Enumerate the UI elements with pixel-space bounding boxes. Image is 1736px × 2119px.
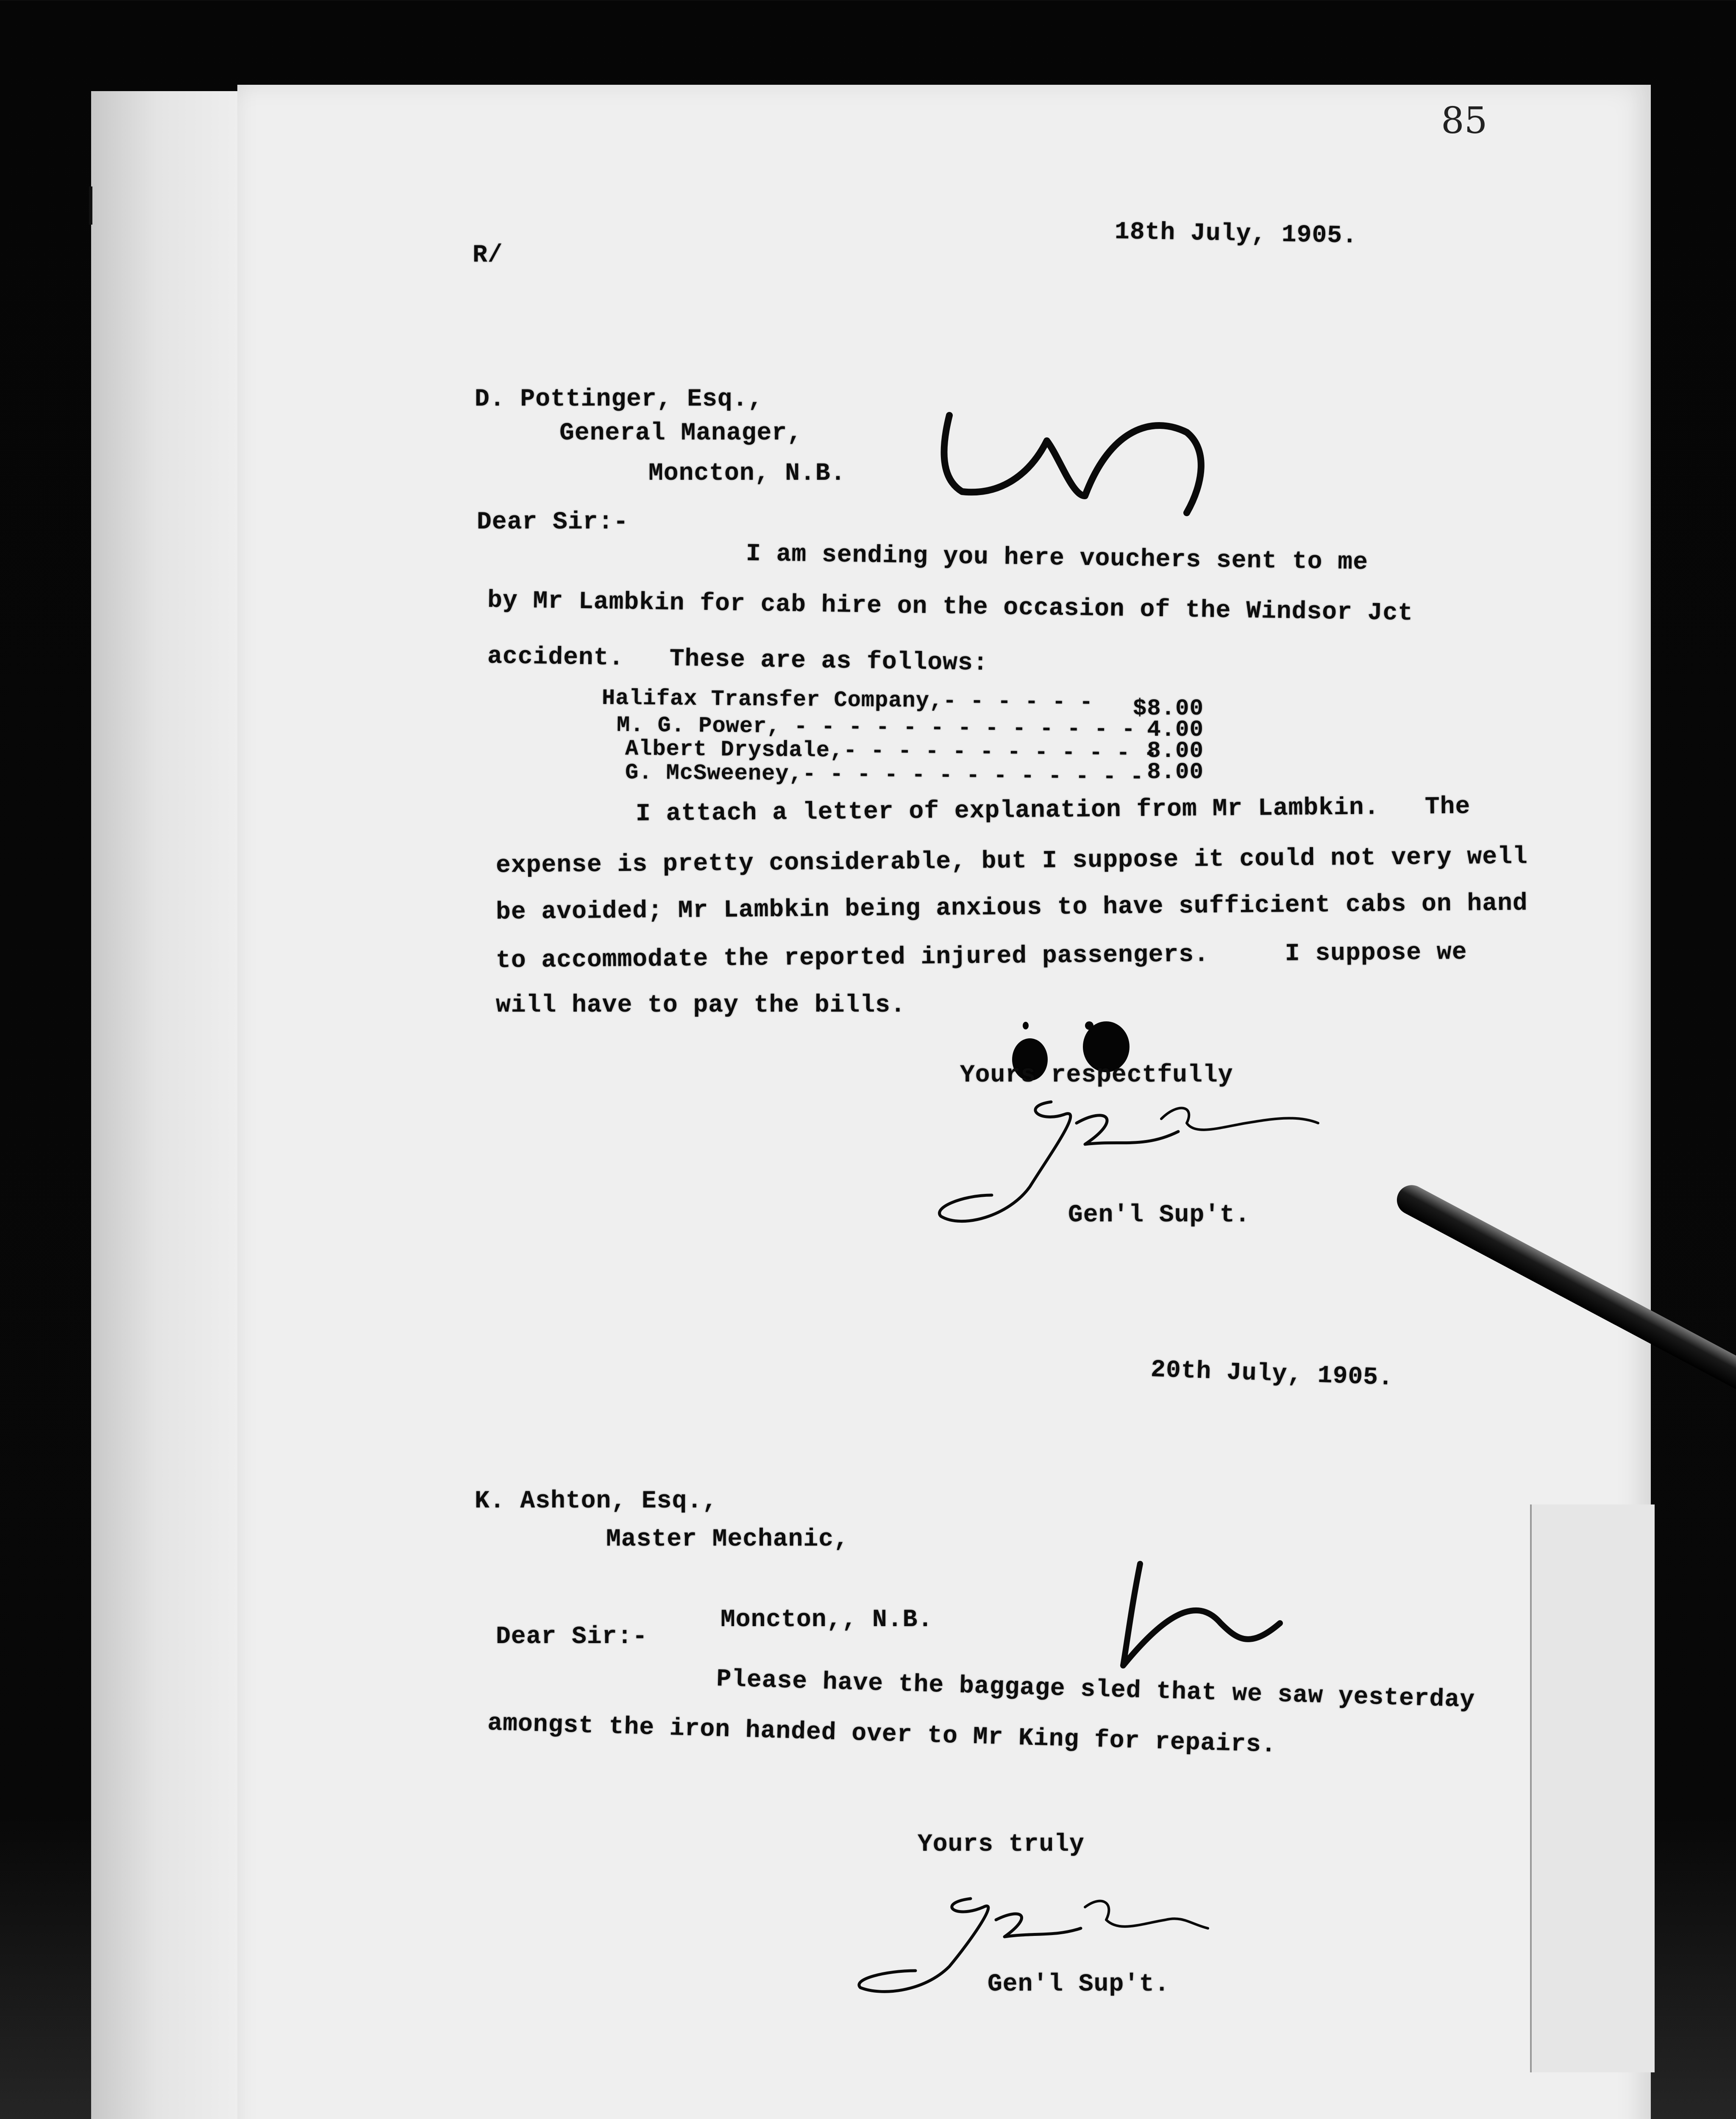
voucher-payee-3: Albert Drysdale,- - - - - - - - - - - - xyxy=(625,736,1158,766)
letter2-body-line-2: amongst the iron handed over to Mr King for repairs. xyxy=(487,1710,1277,1759)
letter1-recipient-name: D. Pottinger, Esq., xyxy=(475,386,763,413)
previous-page-edge xyxy=(91,91,256,2119)
letter2-complimentary-close: Yours truly xyxy=(918,1831,1085,1858)
letter2-recipient-name: K. Ashton, Esq., xyxy=(475,1488,718,1515)
voucher-amount-2: 4.00 xyxy=(1147,717,1204,743)
page-fold-strip xyxy=(1530,1504,1655,2072)
letter1-body-line-2: by Mr Lambkin for cab hire on the occasion of the Windsor Jct xyxy=(487,587,1413,628)
voucher-payee-2: M. G. Power, - - - - - - - - - - - - - xyxy=(616,712,1136,742)
letter1-date: 18th July, 1905. xyxy=(1114,218,1358,250)
letter1-recipient-title: General Manager, xyxy=(559,420,802,447)
letter2-salutation: Dear Sir:- xyxy=(496,1623,648,1651)
voucher-amount-3: 8.00 xyxy=(1147,738,1204,764)
letter1-signature-title: Gen'l Sup't. xyxy=(1068,1201,1250,1229)
voucher-amount-4: 8.00 xyxy=(1147,759,1204,785)
letter1-closing-line-3: be avoided; Mr Lambkin being anxious to have sufficient cabs on hand xyxy=(495,890,1528,926)
letter2-recipient-place: Moncton,, N.B. xyxy=(721,1606,933,1634)
check-mark-2 xyxy=(1110,1555,1314,1682)
letter1-body-line-1: I am sending you here vouchers sent to me xyxy=(746,540,1369,577)
letter1-closing-line-4: to accommodate the reported injured passengers. I suppose we xyxy=(495,939,1467,975)
letter2-body-line-1: Please have the baggage sled that we saw yesterday xyxy=(716,1666,1475,1714)
letter1-mark: R/ xyxy=(473,242,503,269)
page-number: 85 xyxy=(1441,100,1488,142)
letter2-date: 20th July, 1905. xyxy=(1150,1356,1394,1392)
voucher-payee-4: G. McSweeney,- - - - - - - - - - - - - xyxy=(625,760,1144,790)
letter1-closing-line-5: will have to pay the bills. xyxy=(496,992,906,1019)
page-edge-mark xyxy=(89,186,92,225)
letter2-signature-title: Gen'l Sup't. xyxy=(988,1971,1170,1998)
letter1-recipient-place: Moncton, N.B. xyxy=(648,460,846,487)
letter1-complimentary-close: Yours respectfully xyxy=(960,1062,1233,1089)
letter1-closing-line-1: I attach a letter of explanation from Mr Lambkin. The xyxy=(635,793,1471,828)
letter1-body-line-3: accident. These are as follows: xyxy=(487,642,988,678)
letter1-closing-line-2: expense is pretty considerable, but I suppose it could not very well xyxy=(495,843,1528,880)
letter2-recipient-title: Master Mechanic, xyxy=(606,1526,849,1553)
voucher-amount-1: $8.00 xyxy=(1132,696,1204,722)
letter1-salutation: Dear Sir:- xyxy=(477,509,629,536)
voucher-payee-1: Halifax Transfer Company,- - - - - - xyxy=(601,685,1093,715)
check-mark-1 xyxy=(932,390,1238,542)
